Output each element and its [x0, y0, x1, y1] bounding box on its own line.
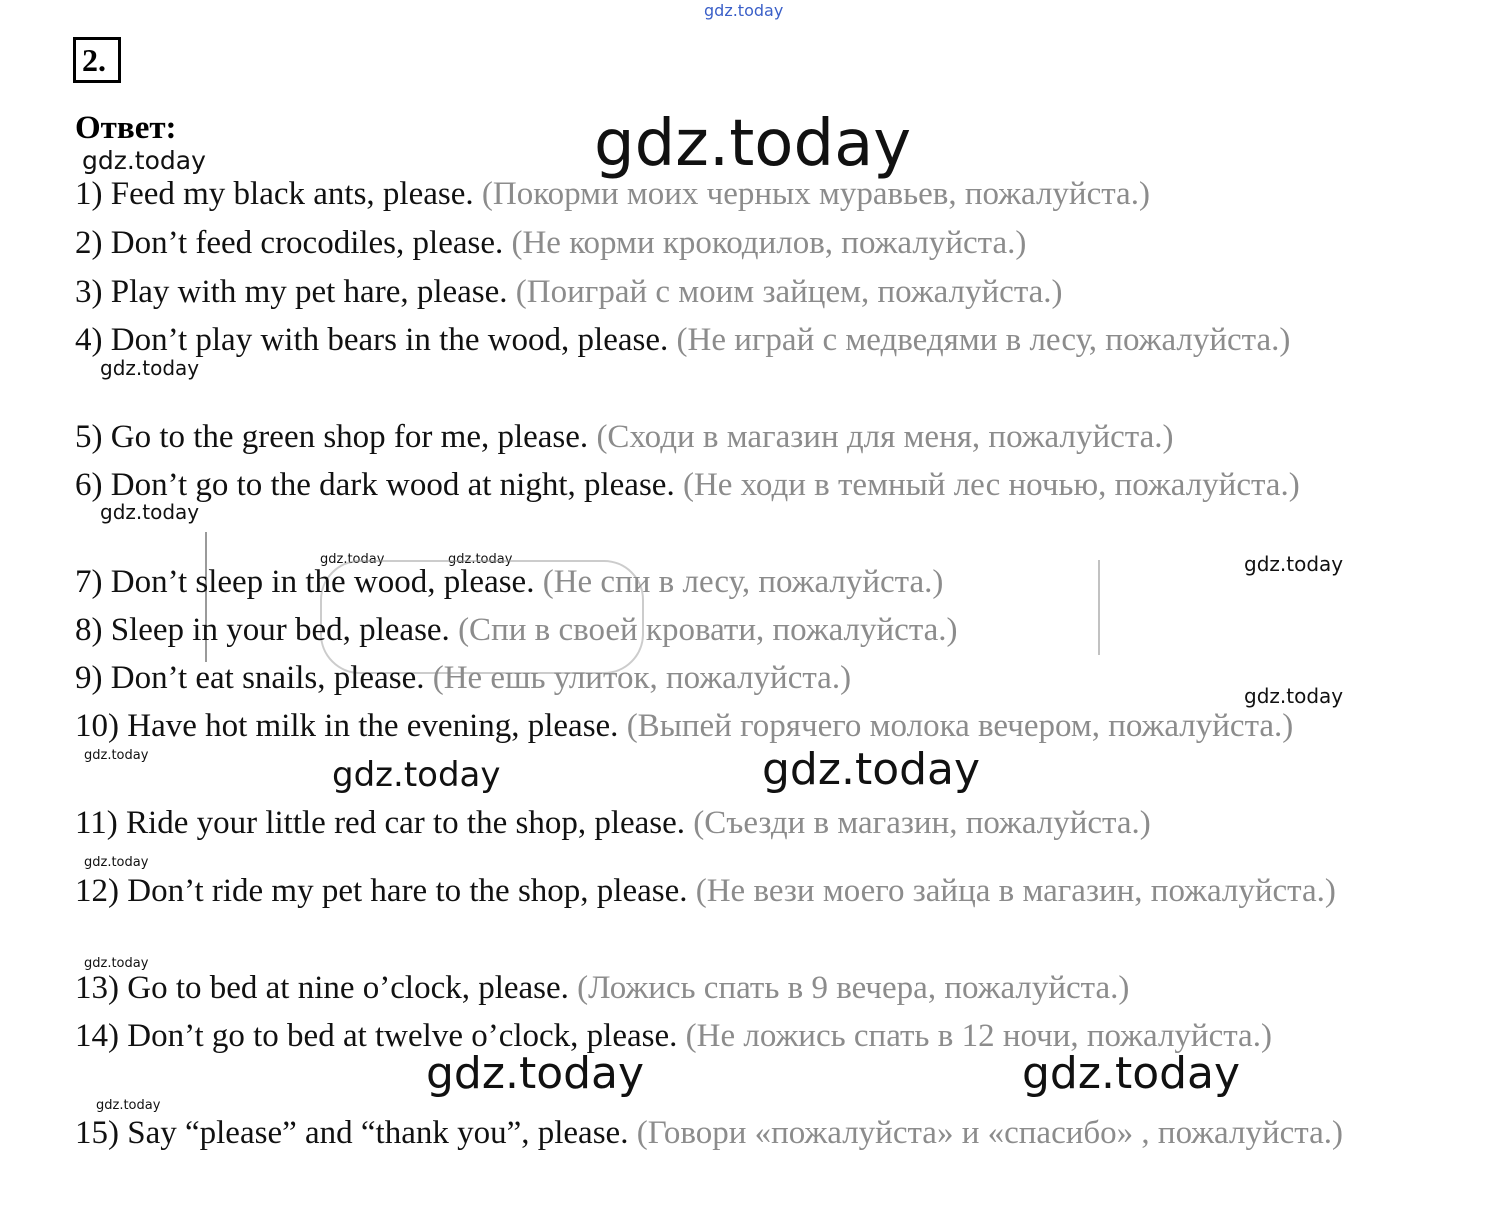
- answer-item: [75, 702, 1405, 750]
- answer-item: [75, 1012, 1405, 1060]
- watermark: gdz.today: [426, 1048, 645, 1099]
- russian-translation: (Говори «пожалуйста» и «спасибо» , пожалуйста.): [636, 1115, 1343, 1151]
- answer-item: [75, 219, 1405, 267]
- english-text: 6) Don’t go to the dark wood at night, please.: [75, 467, 675, 503]
- english-text: 4) Don’t play with bears in the wood, please.: [75, 322, 669, 358]
- watermark-large: gdz.today: [594, 107, 912, 181]
- watermark: gdz.today: [96, 1098, 161, 1113]
- watermark: gdz.today: [84, 855, 149, 870]
- watermark-top[interactable]: gdz.today: [704, 1, 784, 20]
- english-text: 14) Don’t go to bed at twelve o’clock, please.: [75, 1018, 678, 1054]
- watermark: gdz.today: [84, 748, 149, 763]
- task-number: 2.: [73, 37, 121, 83]
- answer-item: [75, 799, 1405, 847]
- watermark: gdz.today: [82, 146, 206, 175]
- english-text: 2) Don’t feed crocodiles, please.: [75, 225, 504, 261]
- watermark: gdz.today: [448, 552, 513, 567]
- answer-label: Ответ:: [75, 110, 177, 146]
- answer-item: [75, 170, 1405, 218]
- watermark: gdz.today: [1244, 684, 1344, 708]
- english-text: 8) Sleep in your bed, please.: [75, 612, 450, 648]
- russian-translation: (Выпей горячего молока вечером, пожалуйста.): [626, 708, 1294, 744]
- russian-translation: (Ложись спать в 9 вечера, пожалуйста.): [577, 970, 1130, 1006]
- russian-translation: (Не ходи в темный лес ночью, пожалуйста.): [682, 467, 1300, 503]
- english-text: 3) Play with my pet hare, please.: [75, 274, 508, 310]
- russian-translation: (Не корми крокодилов, пожалуйста.): [511, 225, 1027, 261]
- english-text: 12) Don’t ride my pet hare to the shop, please.: [75, 873, 688, 909]
- russian-translation: (Спи в своей кровати, пожалуйста.): [458, 612, 958, 648]
- answer-item: [75, 964, 1405, 1012]
- russian-translation: (Не спи в лесу, пожалуйста.): [542, 564, 944, 600]
- russian-translation: (Сходи в магазин для меня, пожалуйста.): [596, 419, 1174, 455]
- watermark: gdz.today: [100, 500, 200, 524]
- russian-translation: (Не вези моего зайца в магазин, пожалуйста.): [695, 873, 1336, 909]
- english-text: 15) Say “please” and “thank you”, please.: [75, 1115, 629, 1151]
- english-text: 13) Go to bed at nine o’clock, please.: [75, 970, 569, 1006]
- answer-item: [75, 413, 1405, 461]
- watermark: gdz.today: [100, 356, 200, 380]
- russian-translation: (Не играй с медведями в лесу, пожалуйста.): [676, 322, 1291, 358]
- russian-translation: (Съезди в магазин, пожалуйста.): [693, 805, 1151, 841]
- answer-item: [75, 316, 1405, 364]
- english-text: 10) Have hot milk in the evening, please.: [75, 708, 619, 744]
- watermark: gdz.today: [332, 755, 501, 795]
- russian-translation: (Не ложись спать в 12 ночи, пожалуйста.): [685, 1018, 1272, 1054]
- english-text: 5) Go to the green shop for me, please.: [75, 419, 589, 455]
- english-text: 11) Ride your little red car to the shop, please.: [75, 805, 686, 841]
- watermark: gdz.today: [84, 956, 149, 971]
- answer-item: [75, 867, 1405, 915]
- watermark: gdz.today: [762, 744, 981, 795]
- answer-item: [75, 606, 1405, 654]
- answer-item: [75, 654, 1405, 702]
- watermark: gdz.today: [1244, 552, 1344, 576]
- russian-translation: (Покорми моих черных муравьев, пожалуйста.): [481, 176, 1150, 212]
- answer-item: [75, 268, 1405, 316]
- english-text: 7) Don’t sleep in the wood, please.: [75, 564, 535, 600]
- russian-translation: (Не ешь улиток, пожалуйста.): [432, 660, 852, 696]
- answer-item: [75, 558, 1405, 606]
- english-text: 1) Feed my black ants, please.: [75, 176, 474, 212]
- russian-translation: (Поиграй с моим зайцем, пожалуйста.): [515, 274, 1063, 310]
- watermark: gdz.today: [1022, 1048, 1241, 1099]
- answer-item: [75, 1109, 1405, 1157]
- english-text: 9) Don’t eat snails, please.: [75, 660, 425, 696]
- watermark: gdz.today: [320, 552, 385, 567]
- answer-item: [75, 461, 1405, 509]
